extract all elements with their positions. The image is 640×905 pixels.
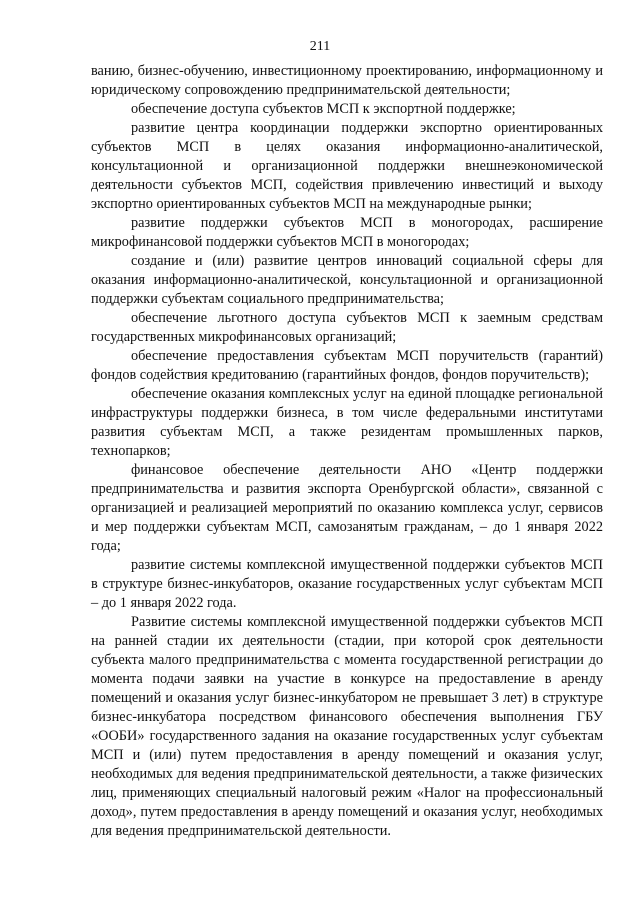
- paragraph: Развитие системы комплексной имущественной поддержки субъектов МСП на ранней стадии их деятельности (стадии, при которой срок деятельности субъекта малого предпринимательства с момента государственной регистрации до момента подачи заявки на участие в конкурсе на предоставление в аренду помещений и оказания услуг бизнес-инкубатором не превышает 3 лет) в структуре бизнес-инкубатора посредством финансового обеспечения выполнения ГБУ «ООБИ» государственного задания на оказание государственных услуг субъектам МСП и (или) путем предоставления в аренду помещений и оказания услуг, необходимых для ведения предпринимательской деятельности, а также физических лиц, применяющих специальный налоговый режим «Налог на профессиональный доход», путем предоставления в аренду помещений и оказания услуг, необходимых для ведения предпринимательской деятельности.: [91, 614, 603, 839]
- document-body: [91, 62, 603, 841]
- paragraph: обеспечение оказания комплексных услуг на единой площадке региональной инфраструктуры поддержки бизнеса, в том числе федеральными институтами развития субъектам МСП, а также резидентам промышленных парков, технопарков;: [91, 386, 603, 459]
- paragraph: ванию, бизнес-обучению, инвестиционному проектированию, информационному и юридическому сопровождению предпринимательской деятельности;: [91, 63, 603, 98]
- paragraph: финансовое обеспечение деятельности АНО «Центр поддержки предпринимательства и развития экспорта Оренбургской области», связанной с организацией и реализацией мероприятий по оказанию комплекса услуг, сервисов и мер поддержки субъектам МСП, самозанятым гражданам, – до 1 января 2022 года;: [91, 462, 603, 554]
- paragraph: развитие центра координации поддержки экспортно ориентированных субъектов МСП в целях оказания информационно-аналитической, консультационной и организационной поддержки внешнеэкономической деятельности субъектов МСП, содействия привлечению инвестиций и выходу экспортно ориентированных субъектов МСП на международные рынки;: [91, 120, 603, 212]
- paragraph: развитие поддержки субъектов МСП в моногородах, расширение микрофинансовой поддержки субъектов МСП в моногородах;: [91, 215, 603, 250]
- paragraph: обеспечение предоставления субъектам МСП поручительств (гарантий) фондов содействия кредитованию (гарантийных фондов, фондов поручительств);: [91, 348, 603, 383]
- paragraph: создание и (или) развитие центров инноваций социальной сферы для оказания информационно-аналитической, консультационной и организационной поддержки субъектам социального предпринимательства;: [91, 253, 603, 307]
- page-number: 211: [309, 39, 331, 54]
- paragraph: обеспечение льготного доступа субъектов МСП к заемным средствам государственных микрофинансовых организаций;: [91, 310, 603, 345]
- paragraph: обеспечение доступа субъектов МСП к экспортной поддержке;: [131, 101, 516, 117]
- paragraph: развитие системы комплексной имущественной поддержки субъектов МСП в структуре бизнес-инкубаторов, оказание государственных услуг субъектам МСП – до 1 января 2022 года.: [91, 557, 603, 611]
